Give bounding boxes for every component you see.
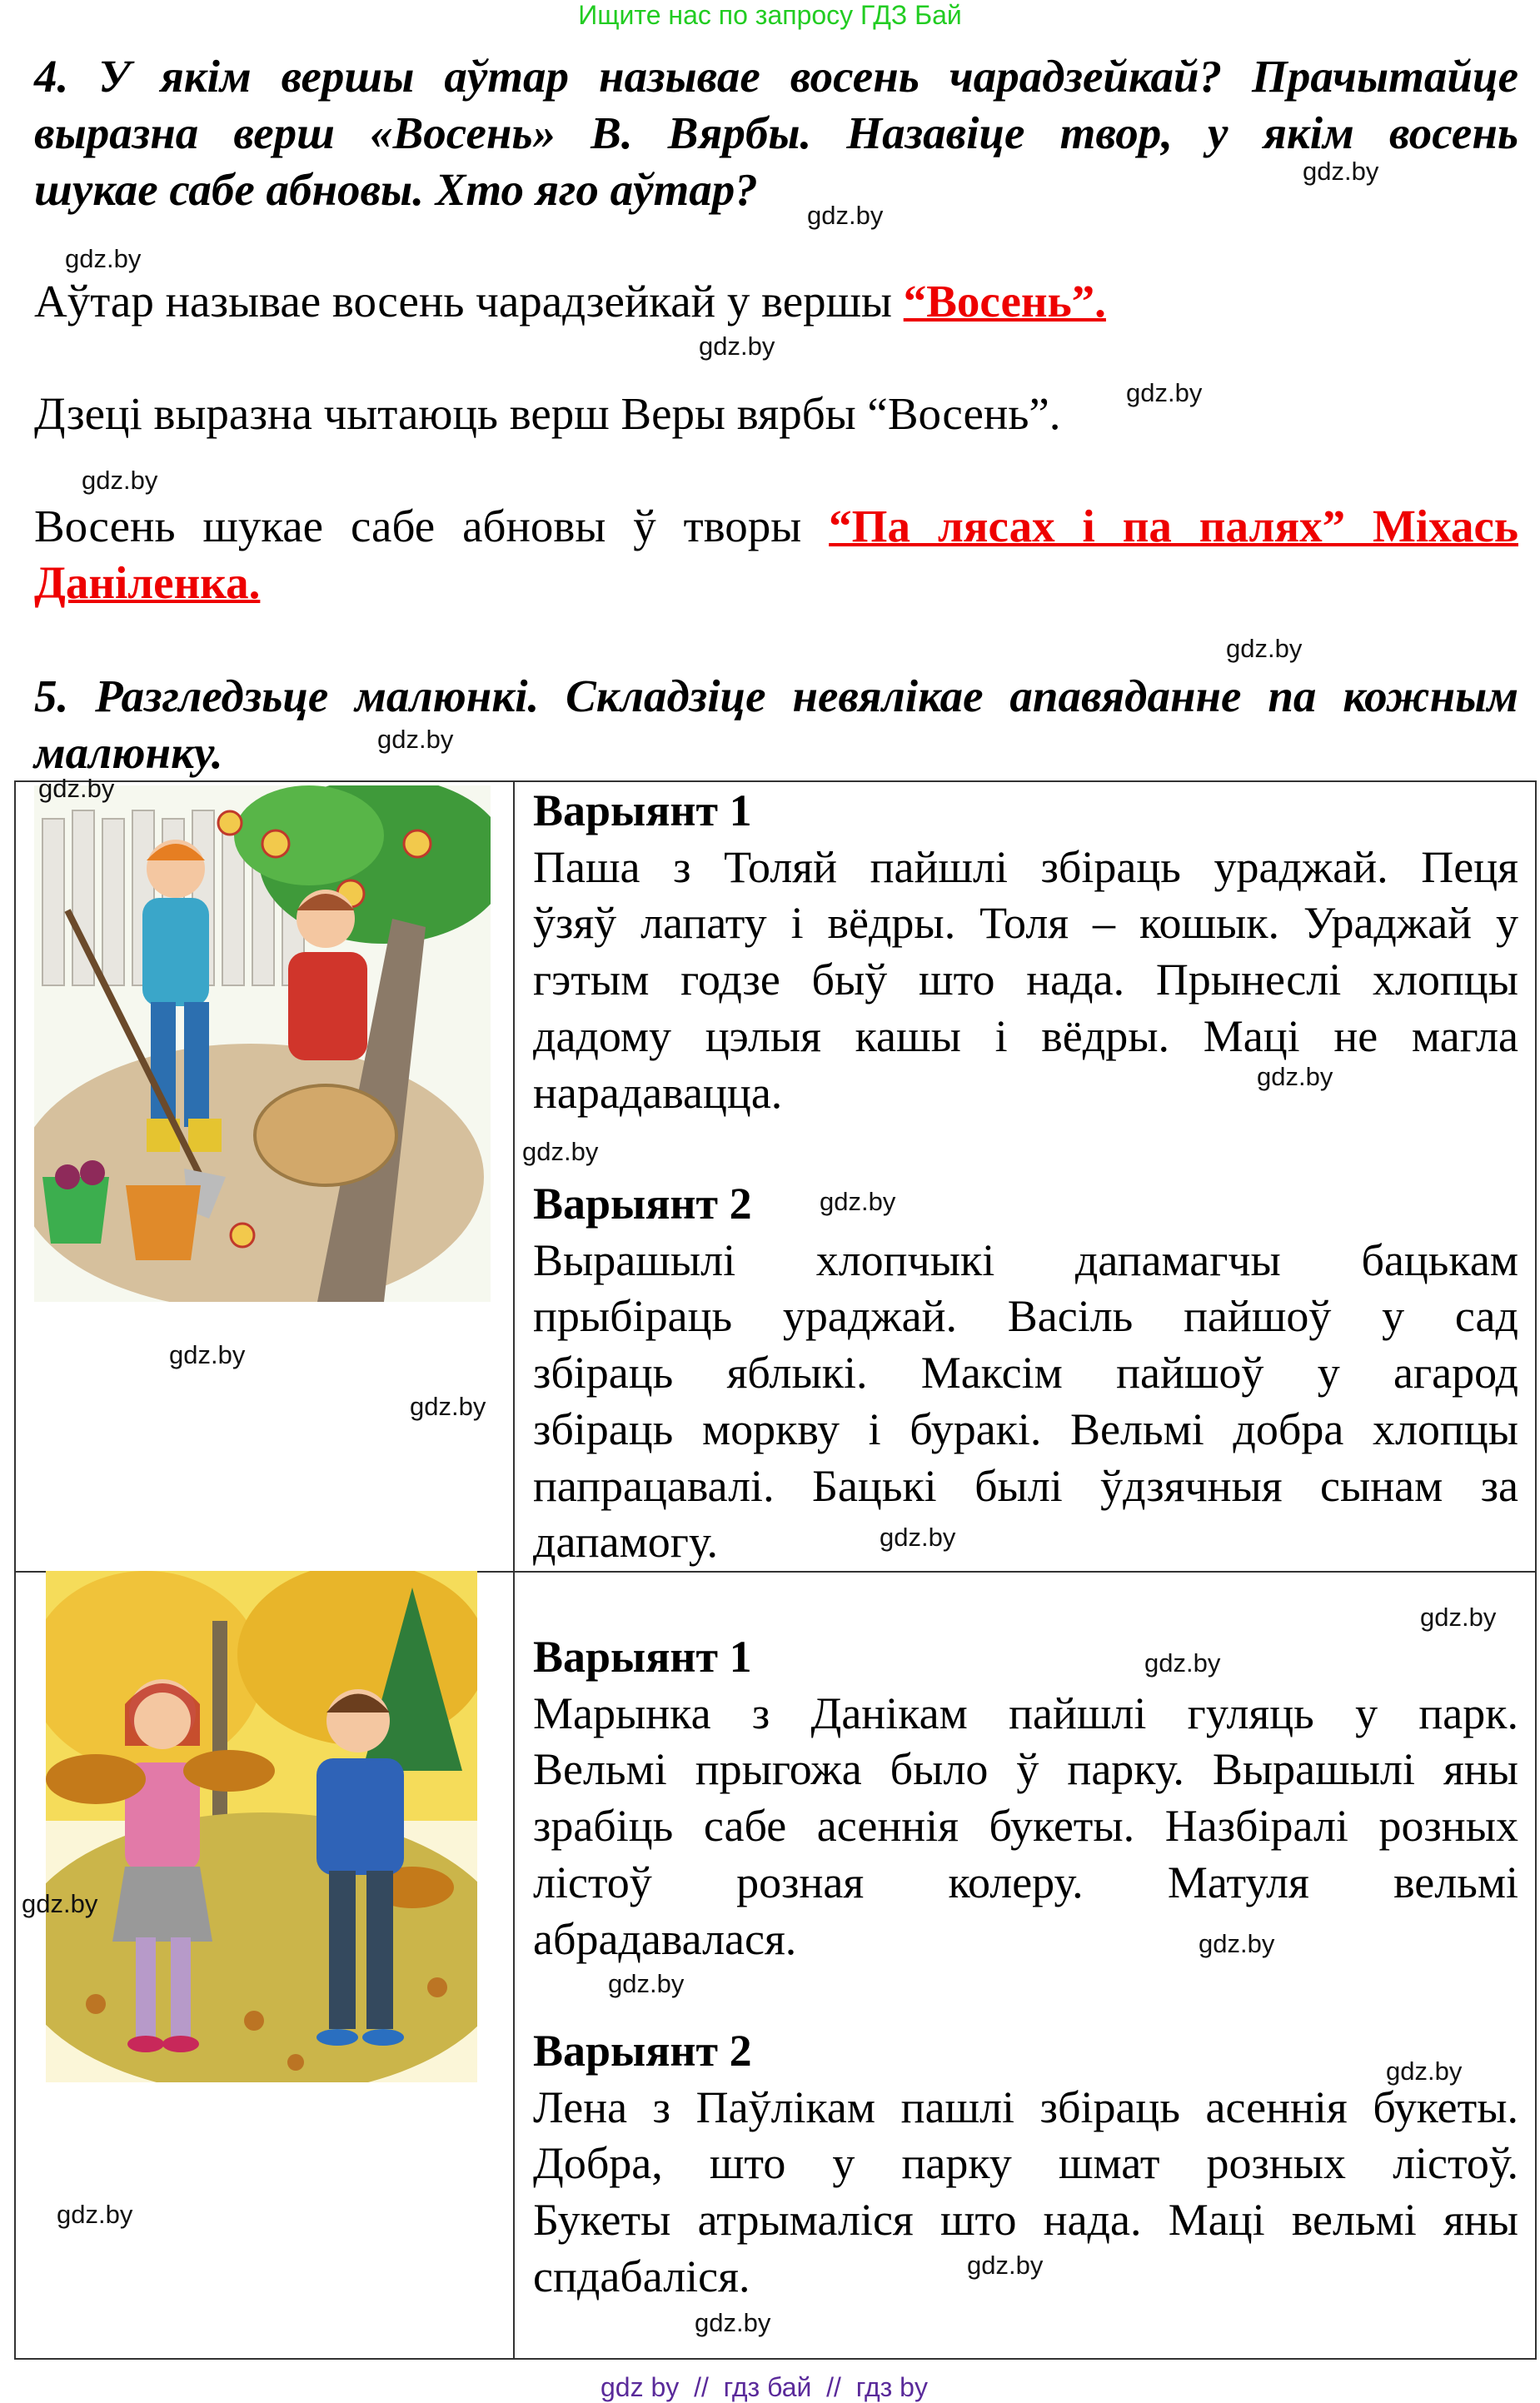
watermark: gdz.by [1303, 157, 1379, 186]
task4-question-line: выразна верш «Восень» В. Вярбы. Назавіце твор, у якім восень [34, 107, 1518, 158]
story-line: абрадавалася. [533, 1913, 797, 1964]
watermark: gdz.by [1420, 1603, 1497, 1632]
watermark: gdz.by [1126, 378, 1203, 407]
story-line: нарадавацца. [533, 1067, 783, 1118]
story-line: зрабіць сабе асеннія букеты. Назбіралі розных [533, 1801, 1518, 1852]
watermark: gdz.by [522, 1137, 599, 1166]
row1-variant2 [533, 1176, 1518, 1571]
watermark: gdz.by [38, 774, 115, 803]
watermark: gdz.by [1226, 634, 1303, 663]
story-line: Вырашылі хлопчыкі дапамагчы бацькам [533, 1234, 1518, 1285]
row1-variant1 [533, 783, 1518, 1121]
story-line: папрацавалі. Бацькі былі ўдзячныя сынам за [533, 1460, 1518, 1511]
story-line: спдабаліся. [533, 2251, 750, 2301]
watermark: gdz.by [807, 201, 884, 230]
task4-question-line: 4. У якім вершы аўтар называе восень чарадзейкай? Прачытайце [34, 51, 1518, 102]
variant-title: Варыянт 1 [533, 785, 752, 835]
answer-highlight: “Па лясах і па палях” Міхась [829, 501, 1518, 551]
search-hint-banner: Ищите нас по запросу ГДЗ Бай [578, 0, 962, 30]
story-line: Паша з Толяй пайшлі збіраць ураджай. Пеця [533, 841, 1518, 892]
story-line: гэтым годзе быў што нада. Прынеслі хлопцы [533, 955, 1518, 1005]
task5-question-line: 5. Разгледзьце малюнкі. Складзіце невялікае апавяданне па кожным [34, 671, 1518, 721]
watermark: gdz.by [1386, 2057, 1463, 2086]
watermark: gdz.by [608, 1969, 685, 1998]
variant-title: Варыянт 2 [533, 1179, 752, 1229]
answer-highlight: Даніленка. [34, 557, 261, 608]
story-line: дадому цэлыя кашы і вёдры. Маці не магла [533, 1010, 1518, 1061]
watermark: gdz.by [82, 466, 158, 495]
watermark: gdz.by [880, 1523, 956, 1552]
watermark: gdz.by [820, 1187, 896, 1216]
watermark: gdz.by [699, 332, 775, 361]
answer-text: Восень шукае сабе абновы ў творы [34, 501, 830, 551]
story-line: ўзяў лапату і вёдры. Толя – кошык. Ураджай у [533, 898, 1518, 949]
story-line: збіраць моркву і буракі. Вельмі добра хлопцы [533, 1403, 1518, 1454]
watermark: gdz.by [967, 2251, 1044, 2280]
watermark: gdz.by [1257, 1062, 1333, 1091]
story-line: Букеты атрымаліся што нада. Маці вельмі яны [533, 2195, 1518, 2246]
task5-question-line: малюнку. [34, 727, 223, 778]
story-line: Вельмі прыгожа было ў парку. Вырашылі яны [533, 1744, 1518, 1795]
watermark: gdz.by [22, 1889, 98, 1918]
task4-answer-1 [34, 273, 1518, 330]
story-line: Добра, што у парку шмат розных лістоў. [533, 2138, 1518, 2189]
task4-question-line: шукае сабе абновы. Хто яго аўтар? [34, 164, 758, 215]
watermark: gdz.by [65, 244, 142, 273]
variant-title: Варыянт 1 [533, 1632, 752, 1682]
task4-answer-2: Дзеці выразна чытаюць верш Веры вярбы “Восень”. [34, 388, 1061, 439]
story-line: Марынка з Данікам пайшлі гуляць у парк. [533, 1688, 1518, 1738]
answer-text: Аўтар называе восень чарадзейкай у вершы [34, 276, 904, 327]
boys-harvesting-apples-illustration [34, 785, 491, 1302]
story-line: збіраць яблыкі. Максім пайшоў у агарод [533, 1348, 1518, 1398]
watermark: gdz.by [57, 2200, 133, 2229]
table-divider [513, 780, 515, 2360]
watermark: gdz.by [695, 2308, 771, 2337]
watermark: gdz.by [377, 725, 454, 754]
story-line: дапамогу. [533, 1517, 719, 1568]
footer-watermark: gdz by // гдз бай // гдз by [601, 2372, 928, 2402]
answer-highlight: “Восень”. [903, 276, 1106, 327]
story-line: прыбіраць ураджай. Васіль пайшоў у сад [533, 1291, 1518, 1342]
watermark: gdz.by [410, 1392, 486, 1421]
task5-question [34, 668, 1518, 781]
row2-variant1 [533, 1629, 1518, 1967]
task4-question [34, 48, 1518, 218]
children-autumn-leaves-illustration [46, 1571, 477, 2082]
watermark: gdz.by [1144, 1648, 1221, 1678]
watermark: gdz.by [1199, 1929, 1275, 1958]
story-line: Лена з Паўлікам пашлі збіраць асеннія букеты. [533, 2081, 1518, 2132]
story-line: лістоў розная колеру. Матуля вельмі [533, 1857, 1518, 1907]
variant-title: Варыянт 2 [533, 2026, 752, 2076]
watermark: gdz.by [169, 1340, 246, 1369]
task4-answer-3 [34, 498, 1518, 611]
